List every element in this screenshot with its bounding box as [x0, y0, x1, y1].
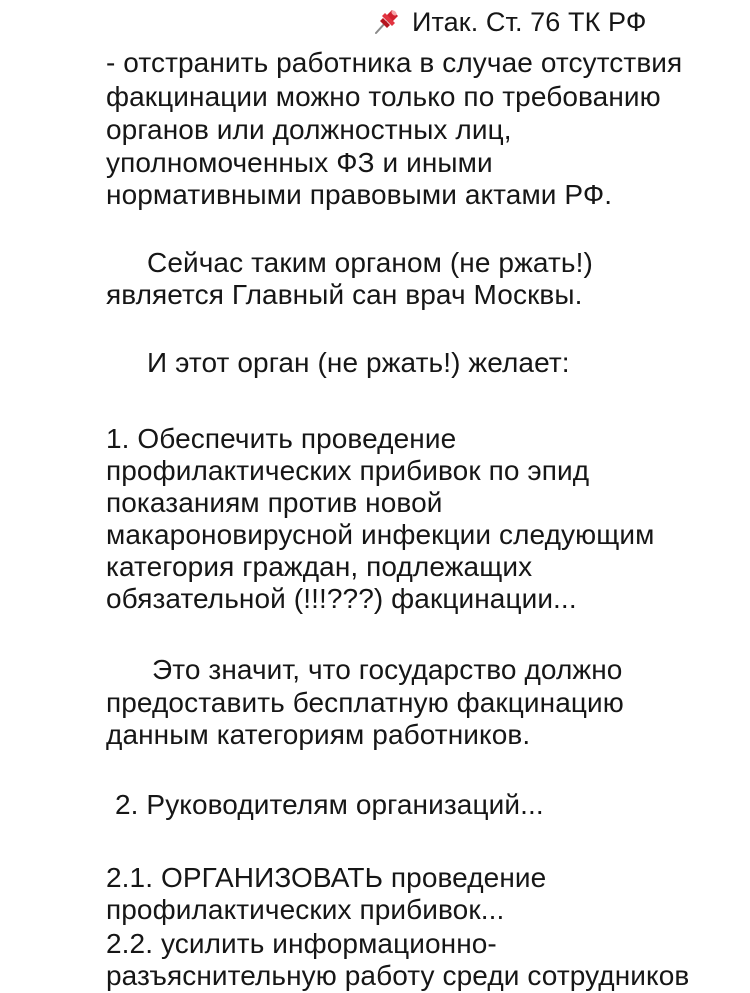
paragraph-7-line-1: 2.1. ОРГАНИЗОВАТЬ проведение [106, 862, 547, 893]
paragraph-4-line-4: макароновирусной инфекции следующим [106, 519, 655, 550]
paragraph-3-line-1: И этот орган (не ржать!) желает: [147, 347, 570, 378]
paragraph-1-line-5: нормативными правовыми актами РФ. [106, 179, 613, 210]
paragraph-1-line-3: органов или должностных лиц, [106, 114, 512, 145]
paragraph-5-line-2: предоставить бесплатную факцинацию [106, 687, 624, 718]
paragraph-5-line-3: данным категориям работников. [106, 719, 531, 750]
title-text: Итак. Ст. 76 ТК РФ [412, 7, 647, 37]
paragraph-4-line-6: обязательной (!!!???) факцинации... [106, 583, 577, 614]
paragraph-4-line-2: профилактических прибивок по эпид [106, 455, 590, 486]
paragraph-4-line-1: 1. Обеспечить проведение [106, 423, 457, 454]
paragraph-7-line-2: профилактических прибивок... [106, 894, 505, 925]
paragraph-1-line-4: уполномоченных ФЗ и иными [106, 147, 493, 178]
paragraph-2-line-1: Сейчас таким органом (не ржать!) [147, 247, 593, 278]
title-line [372, 5, 646, 39]
paragraph-4-line-5: категория граждан, подлежащих [106, 551, 533, 582]
paragraph-7-line-4: разъяснительную работу среди сотрудников [106, 960, 690, 991]
paragraph-4-line-3: показаниям против новой [106, 487, 443, 518]
paragraph-1-line-1: - отстранить работника в случае отсутствия [106, 47, 683, 78]
paragraph-7-line-3: 2.2. усилить информационно- [106, 928, 497, 959]
paragraph-2-line-2: является Главный сан врач Москвы. [106, 279, 583, 310]
pushpin-icon [372, 4, 404, 36]
paragraph-5-line-1: Это значит, что государство должно [152, 654, 623, 685]
paragraph-6-line-1: 2. Руководителям организаций... [115, 789, 544, 820]
paragraph-1-line-2: факцинации можно только по требованию [106, 81, 661, 112]
